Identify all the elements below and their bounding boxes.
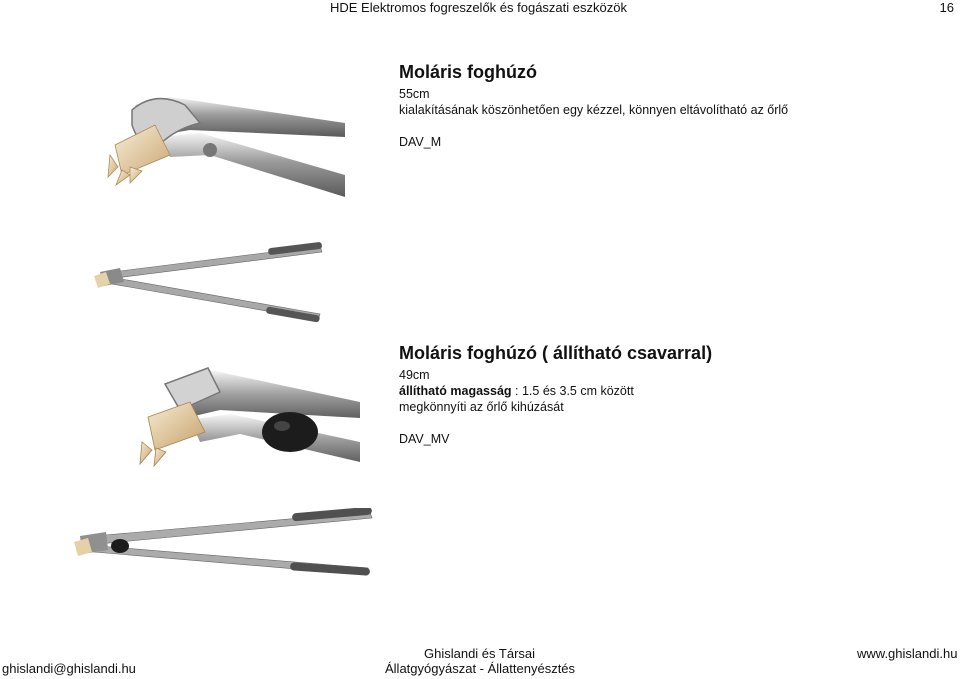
product-dav-mv — [399, 343, 712, 446]
product-dav-m — [399, 62, 788, 149]
product-size: 49cm — [399, 368, 430, 382]
product-photo-full-dav-mv — [70, 508, 380, 580]
footer-department: Állatgyógyászat - Állattenyésztés — [385, 661, 576, 676]
spec-label: állítható magasság — [399, 384, 512, 398]
product-code: DAV_M — [399, 135, 442, 149]
product-title: Moláris foghúzó ( állítható csavarral) — [399, 343, 713, 363]
product-photo-closeup-dav-m — [60, 75, 350, 245]
product-title: Moláris foghúzó — [399, 62, 537, 82]
spec-value: : 1.5 és 3.5 cm között — [511, 384, 634, 398]
footer-company: Ghislandi és Társai — [424, 646, 536, 661]
footer-email[interactable]: ghislandi@ghislandi.hu — [2, 661, 136, 676]
header-title: HDE Elektromos fogreszelők és fogászati eszközök — [330, 0, 627, 15]
product-description: kialakításának köszönhetően egy kézzel, könnyen eltávolítható az őrlő — [399, 103, 789, 117]
page-number: 16 — [939, 0, 954, 15]
product-spec — [399, 383, 712, 399]
product-size: 55cm — [399, 87, 430, 101]
product-description: megkönnyíti az őrlő kihúzását — [399, 400, 564, 414]
product-code: DAV_MV — [399, 432, 450, 446]
product-photo-closeup-dav-mv — [70, 362, 360, 497]
product-photo-full-dav-m — [90, 242, 330, 322]
footer-website[interactable]: www.ghislandi.hu — [857, 646, 958, 661]
